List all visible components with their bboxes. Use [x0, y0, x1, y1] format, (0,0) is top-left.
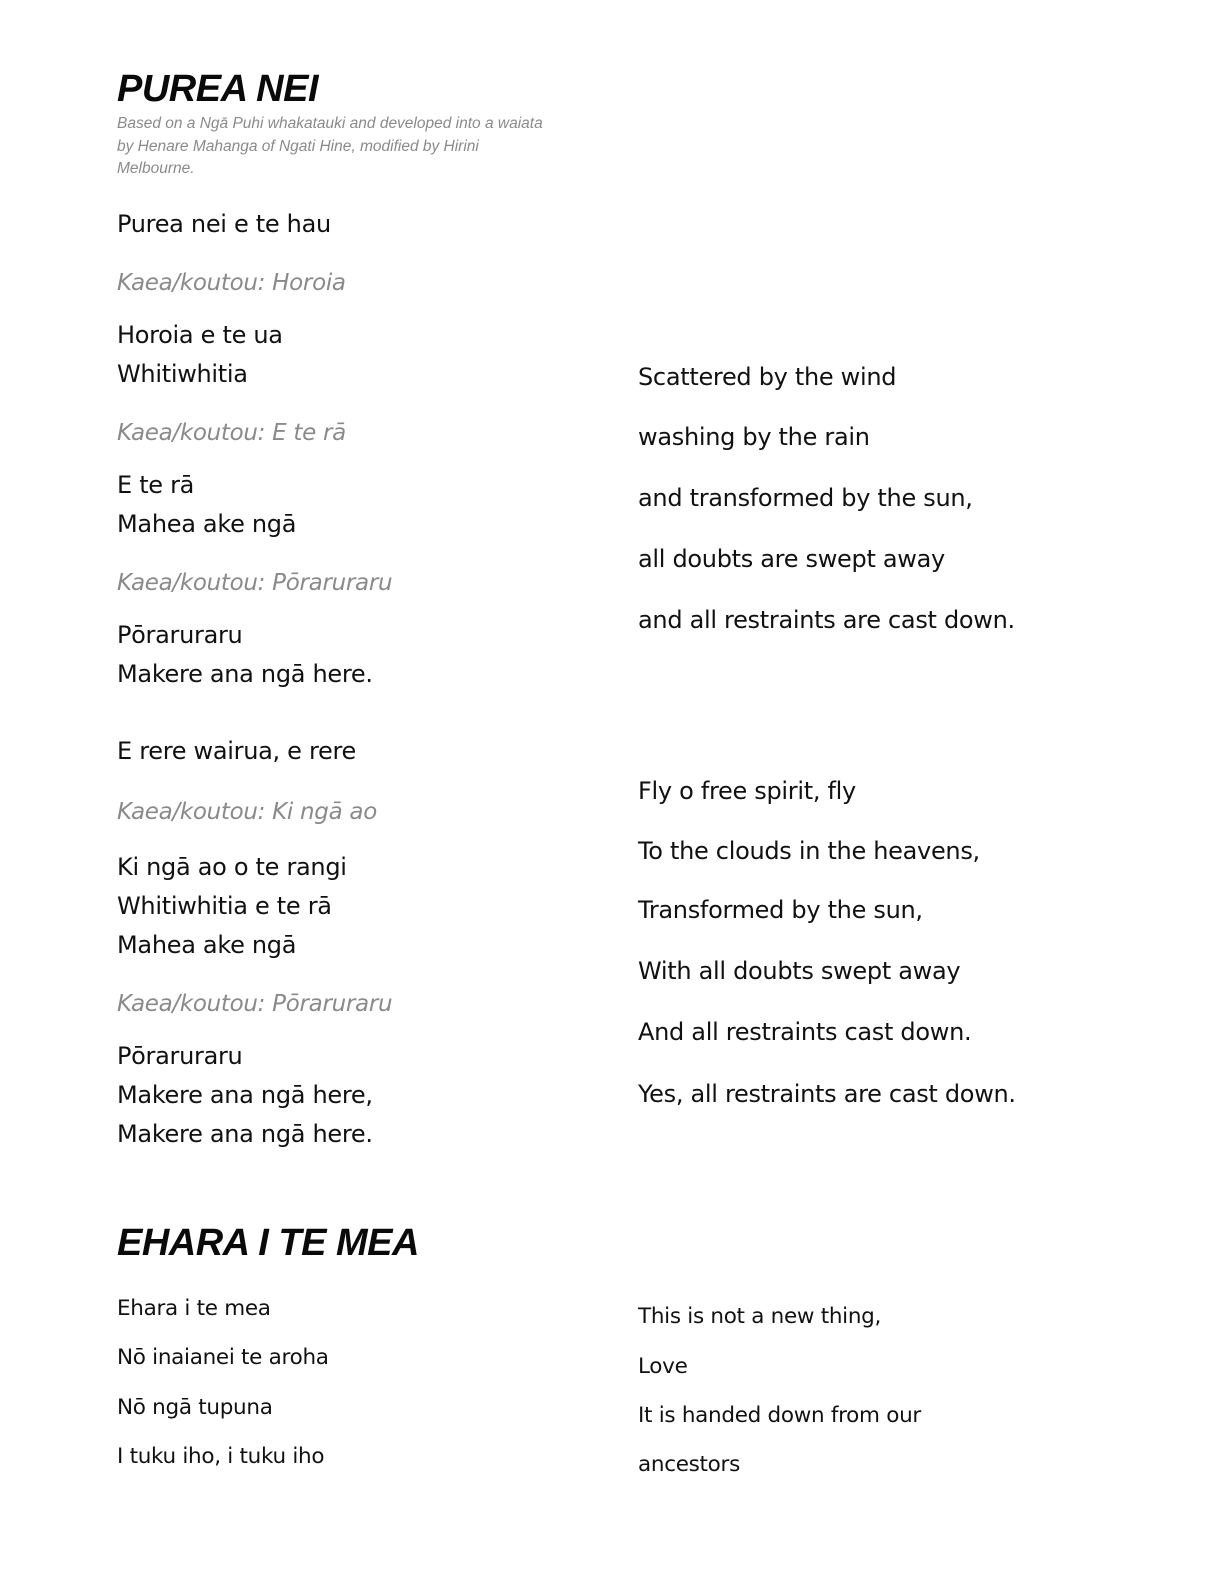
- lyric-line: Nō ngā tupuna: [117, 1395, 273, 1420]
- caller-line: Kaea/koutou: E te rā: [117, 420, 346, 446]
- lyric-line: Pōraruraru: [117, 1042, 243, 1070]
- translation-line: With all doubts swept away: [638, 957, 961, 985]
- lyric-line: Purea nei e te hau: [117, 210, 331, 238]
- caller-line: Kaea/koutou: Ki ngā ao: [117, 799, 377, 825]
- translation-line: washing by the rain: [638, 423, 870, 451]
- caller-line: Kaea/koutou: Pōraruraru: [117, 991, 393, 1017]
- translation-line: all doubts are swept away: [638, 545, 945, 573]
- translation-line: And all restraints cast down.: [638, 1018, 972, 1046]
- translation-line: Fly o free spirit, fly: [638, 777, 856, 805]
- lyric-line: Mahea ake ngā: [117, 510, 297, 538]
- lyric-line: Ehara i te mea: [117, 1296, 271, 1321]
- song-attribution: Based on a Ngā Puhi whakatauki and developed into a waiata by Henare Mahanga of Ngati Hine, modified by Hirini Melbourne.: [117, 115, 543, 177]
- song-title-ehara-i-te-mea: EHARA I TE MEA: [117, 1222, 419, 1264]
- caller-line: Kaea/koutou: Horoia: [117, 270, 346, 296]
- lyric-line: Whitiwhitia: [117, 360, 248, 388]
- translation-line: Yes, all restraints are cast down.: [638, 1080, 1016, 1108]
- translation-line: Scattered by the wind: [638, 363, 897, 391]
- translation-line: It is handed down from our: [638, 1403, 921, 1428]
- lyric-line: Mahea ake ngā: [117, 931, 297, 959]
- translation-line: Transformed by the sun,: [638, 896, 923, 924]
- lyric-line: Makere ana ngā here,: [117, 1081, 373, 1109]
- lyric-line: Whitiwhitia e te rā: [117, 892, 332, 920]
- lyric-line: Ki ngā ao o te rangi: [117, 853, 347, 881]
- lyric-line: E rere wairua, e rere: [117, 737, 356, 765]
- caller-line: Kaea/koutou: Pōraruraru: [117, 570, 393, 596]
- lyric-line: E te rā: [117, 471, 195, 499]
- lyric-line: Pōraruraru: [117, 621, 243, 649]
- translation-line: and transformed by the sun,: [638, 484, 973, 512]
- song-title-purea-nei: PUREA NEI: [117, 68, 319, 110]
- translation-line: ancestors: [638, 1452, 740, 1477]
- lyric-line: Nō inaianei te aroha: [117, 1345, 329, 1370]
- translation-line: This is not a new thing,: [638, 1304, 882, 1329]
- lyric-line: I tuku iho, i tuku iho: [117, 1444, 325, 1469]
- translation-line: To the clouds in the heavens,: [638, 837, 980, 865]
- lyric-line: Horoia e te ua: [117, 321, 283, 349]
- lyric-line: Makere ana ngā here.: [117, 660, 373, 688]
- lyric-line: Makere ana ngā here.: [117, 1120, 373, 1148]
- translation-line: and all restraints are cast down.: [638, 606, 1015, 634]
- translation-line: Love: [638, 1354, 688, 1379]
